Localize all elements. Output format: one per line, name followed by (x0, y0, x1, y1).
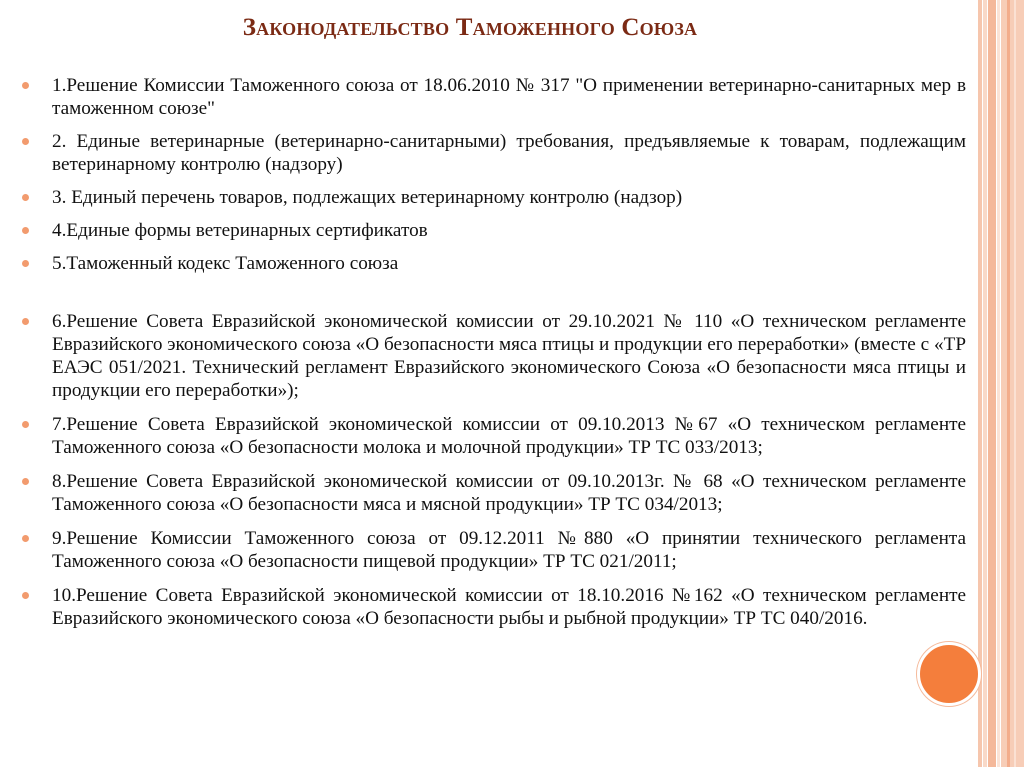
list-item-text: 9.Решение Комиссии Таможенного союза от 09.12.2011 №880 «О принятии технического регламента Таможенного союза «О безопасности пищевой продукции» ТР ТС 021/2011; (52, 528, 966, 572)
list-item (22, 413, 966, 459)
bullet-icon (22, 592, 29, 599)
list-item (22, 74, 966, 120)
bullet-list (22, 74, 966, 641)
decorative-stripe (1007, 0, 1010, 767)
decorative-stripe (983, 0, 987, 767)
decorative-stripe (1014, 0, 1016, 767)
list-item-text: 6.Решение Совета Евразийской экономической комиссии от 29.10.2021 № 110 «О техническом регламенте Евразийского экономического союза «О безопасности мяса птицы и продукции его переработки» (вместе с «ТР ЕАЭС 051/2021. Технический регламент Евразийского экономического Союза «О безопасности мяса птицы и продукции его переработки»); (52, 311, 966, 401)
bullet-icon (22, 260, 29, 267)
bullet-icon (22, 227, 29, 234)
bullet-icon (22, 138, 29, 145)
list-item (22, 186, 966, 209)
bullet-icon (22, 318, 29, 325)
list-item (22, 310, 966, 402)
list-item (22, 470, 966, 516)
list-item (22, 130, 966, 176)
decorative-circle-icon (917, 642, 981, 706)
list-item-text: 7.Решение Совета Евразийской экономической комиссии от 09.10.2013 №67 «О техническом регламенте Таможенного союза «О безопасности молока и молочной продукции» ТР ТС 033/2013; (52, 414, 966, 458)
bullet-icon (22, 82, 29, 89)
list-item-text: 2. Единые ветеринарные (ветеринарно-санитарными) требования, предъявляемые к товарам, подлежащим ветеринарному контролю (надзору) (52, 131, 966, 175)
decorative-stripe (997, 0, 1000, 767)
list-item-text: 8.Решение Совета Евразийской экономической комиссии от 09.10.2013г. № 68 «О техническом регламенте Таможенного союза «О безопасности мяса и мясной продукции» ТР ТС 034/2013; (52, 471, 966, 515)
list-item (22, 219, 966, 242)
list-item (22, 584, 966, 630)
slide-title: Законодательство Таможенного Союза (242, 14, 698, 41)
bullet-icon (22, 194, 29, 201)
decorative-stripe (978, 0, 982, 767)
bullet-icon (22, 421, 29, 428)
list-item-text: 10.Решение Совета Евразийской экономической комиссии от 18.10.2016 №162 «О техническом регламенте Евразийского экономического союза «О безопасности рыбы и рыбной продукции» ТР ТС 040/2016. (52, 585, 966, 629)
list-item (22, 527, 966, 573)
decorative-stripe (988, 0, 996, 767)
bullet-icon (22, 478, 29, 485)
bullet-icon (22, 535, 29, 542)
list-item-text: 3. Единый перечень товаров, подлежащих ветеринарному контролю (надзор) (52, 187, 683, 208)
decorative-stripe (1001, 0, 1024, 767)
list-item-text: 5.Таможенный кодекс Таможенного союза (52, 253, 399, 274)
list-item-text: 4.Единые формы ветеринарных сертификатов (52, 220, 428, 241)
list-item-text: 1.Решение Комиссии Таможенного союза от 18.06.2010 № 317 "О применении ветеринарно-санитарных мер в таможенном союзе" (52, 75, 966, 119)
list-item (22, 252, 966, 275)
